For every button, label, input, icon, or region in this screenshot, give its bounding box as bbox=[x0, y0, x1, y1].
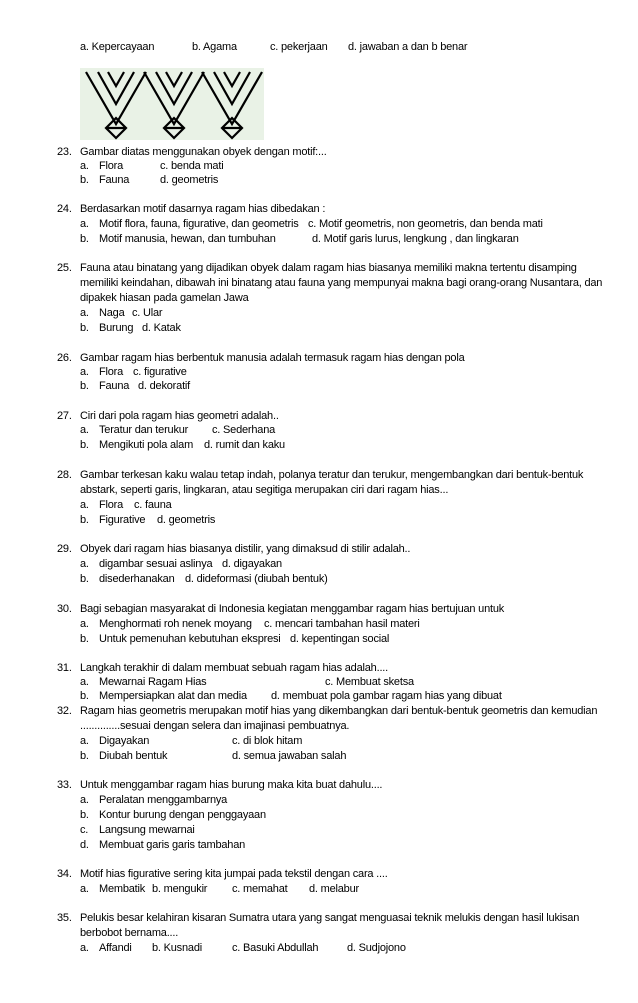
q23-number: 23. bbox=[57, 146, 72, 158]
q32-a-text: Digayakan bbox=[99, 735, 150, 747]
q35-d-text: d. Sudjojono bbox=[347, 942, 406, 954]
q26-a-letter: a. bbox=[80, 366, 89, 378]
q23-a-text: Flora bbox=[99, 160, 124, 172]
q23-a-letter: a. bbox=[80, 160, 89, 172]
q31-number: 31. bbox=[57, 662, 72, 674]
q25-b-letter: b. bbox=[80, 322, 89, 334]
q25-d-text: d. Katak bbox=[142, 322, 181, 334]
q30-a-letter: a. bbox=[80, 618, 89, 630]
q35-number: 35. bbox=[57, 912, 72, 924]
q23-b-letter: b. bbox=[80, 174, 89, 186]
q22-option-a: a. Kepercayaan bbox=[80, 41, 155, 53]
q27-text: Ciri dari pola ragam hias geometri adalah.. bbox=[80, 410, 279, 422]
q24-text: Berdasarkan motif dasarnya ragam hias dibedakan : bbox=[80, 203, 326, 215]
q32-c-text: c. di blok hitam bbox=[232, 735, 303, 747]
q35-a-letter: a. bbox=[80, 942, 89, 954]
q29-number: 29. bbox=[57, 543, 72, 555]
q34-d-text: d. melabur bbox=[309, 883, 359, 895]
q29-b-text: disederhanakan bbox=[99, 573, 175, 585]
q24-c-text: c. Motif geometris, non geometris, dan benda mati bbox=[308, 218, 543, 230]
q26-a-text: Flora bbox=[99, 366, 124, 378]
q22-option-c: c. pekerjaan bbox=[270, 41, 328, 53]
q27-b-text: Mengikuti pola alam bbox=[99, 439, 194, 451]
q23-c-text: c. benda mati bbox=[160, 160, 224, 172]
q32-d-text: d. semua jawaban salah bbox=[232, 750, 347, 762]
q34-a-letter: a. bbox=[80, 883, 89, 895]
q32-number: 32. bbox=[57, 705, 72, 717]
q32-line-1: Ragam hias geometris merupakan motif hias yang dikembangkan dari bentuk-bentuk geometris dan kemudian bbox=[80, 705, 598, 717]
q33-d-letter: d. bbox=[80, 839, 89, 851]
q29-b-letter: b. bbox=[80, 573, 89, 585]
q25-line-3: dipakek hiasan pada gamelan Jawa bbox=[80, 292, 249, 304]
q33-b-text: Kontur burung dengan penggayaan bbox=[99, 809, 266, 821]
q31-c-text: c. Membuat sketsa bbox=[325, 676, 414, 688]
q31-d-text: d. membuat pola gambar ragam hias yang dibuat bbox=[271, 690, 502, 702]
q34-c-text: c. memahat bbox=[232, 883, 288, 895]
q35-b-text: b. Kusnadi bbox=[152, 942, 202, 954]
q26-c-text: c. figurative bbox=[133, 366, 187, 378]
q35-line-2: berbobot bernama.... bbox=[80, 927, 179, 939]
q33-c-text: Langsung mewarnai bbox=[99, 824, 195, 836]
q25-c-text: c. Ular bbox=[132, 307, 163, 319]
q30-b-letter: b. bbox=[80, 633, 89, 645]
q32-line-2: ..............sesuai dengan selera dan imajinasi pembuatnya. bbox=[80, 720, 350, 732]
q26-text: Gambar ragam hias berbentuk manusia adalah termasuk ragam hias dengan pola bbox=[80, 352, 465, 364]
q27-b-letter: b. bbox=[80, 439, 89, 451]
q26-b-text: Fauna bbox=[99, 380, 130, 392]
q25-line-2: memiliki keindahan, dibawah ini binatang atau fauna yang mempunyai makna bagi orang-orang Nusantara, dan bbox=[80, 277, 603, 289]
q29-d-text: d. dideformasi (diubah bentuk) bbox=[185, 573, 328, 585]
q23-d-text: d. geometris bbox=[160, 174, 219, 186]
q25-a-letter: a. bbox=[80, 307, 89, 319]
q29-c-text: d. digayakan bbox=[222, 558, 282, 570]
q30-d-text: d. kepentingan social bbox=[290, 633, 390, 645]
q35-line-1: Pelukis besar kelahiran kisaran Sumatra utara yang sangat menguasai teknik melukis dengan hasil lukisan bbox=[80, 912, 580, 924]
q24-d-text: d. Motif garis lurus, lengkung , dan lingkaran bbox=[312, 233, 519, 245]
q24-a-text: Motif flora, fauna, figurative, dan geometris bbox=[99, 218, 299, 230]
q32-a-letter: a. bbox=[80, 735, 89, 747]
q34-number: 34. bbox=[57, 868, 72, 880]
q30-a-text: Menghormati roh nenek moyang bbox=[99, 618, 252, 630]
q32-b-letter: b. bbox=[80, 750, 89, 762]
q29-a-letter: a. bbox=[80, 558, 89, 570]
q30-b-text: Untuk pemenuhan kebutuhan ekspresi bbox=[99, 633, 281, 645]
q35-c-text: c. Basuki Abdullah bbox=[232, 942, 319, 954]
q33-c-letter: c. bbox=[80, 824, 89, 836]
q35-a-text: Affandi bbox=[99, 942, 132, 954]
q33-a-letter: a. bbox=[80, 794, 89, 806]
triangle-geometric-motif-icon bbox=[80, 68, 264, 140]
q27-d-text: d. rumit dan kaku bbox=[204, 439, 285, 451]
q26-d-text: d. dekoratif bbox=[138, 380, 191, 392]
q33-d-text: Membuat garis garis tambahan bbox=[99, 839, 246, 851]
q31-b-letter: b. bbox=[80, 690, 89, 702]
q24-number: 24. bbox=[57, 203, 72, 215]
q28-a-letter: a. bbox=[80, 499, 89, 511]
q25-number: 25. bbox=[57, 262, 72, 274]
q23-text: Gambar diatas menggunakan obyek dengan motif:... bbox=[80, 146, 327, 158]
q26-b-letter: b. bbox=[80, 380, 89, 392]
q28-line-2: abstark, seperti garis, lingkaran, atau segitiga merupakan ciri dari ragam hias... bbox=[80, 484, 449, 496]
q28-d-text: d. geometris bbox=[157, 514, 216, 526]
q30-number: 30. bbox=[57, 603, 72, 615]
q29-text: Obyek dari ragam hias biasanya distilir, yang dimaksud di stilir adalah.. bbox=[80, 543, 411, 555]
q24-b-text: Motif manusia, hewan, dan tumbuhan bbox=[99, 233, 276, 245]
q32-b-text: Diubah bentuk bbox=[99, 750, 168, 762]
q27-number: 27. bbox=[57, 410, 72, 422]
q33-number: 33. bbox=[57, 779, 72, 791]
q30-c-text: c. mencari tambahan hasil materi bbox=[264, 618, 420, 630]
q25-line-1: Fauna atau binatang yang dijadikan obyek dalam ragam hias biasanya memiliki makna tertentu disamping bbox=[80, 262, 577, 274]
q28-a-text: Flora bbox=[99, 499, 124, 511]
q25-a-text: Naga bbox=[99, 307, 125, 319]
q25-b-text: Burung bbox=[99, 322, 134, 334]
q27-c-text: c. Sederhana bbox=[212, 424, 276, 436]
q23-b-text: Fauna bbox=[99, 174, 130, 186]
q28-b-letter: b. bbox=[80, 514, 89, 526]
q22-option-d: d. jawaban a dan b benar bbox=[348, 41, 468, 53]
q34-a-text: Membatik bbox=[99, 883, 146, 895]
q34-b-text: b. mengukir bbox=[152, 883, 208, 895]
q28-line-1: Gambar terkesan kaku walau tetap indah, polanya teratur dan terukur, mengembangkan dari bentuk-bentuk bbox=[80, 469, 584, 481]
q22-option-b: b. Agama bbox=[192, 41, 237, 53]
q31-a-text: Mewarnai Ragam Hias bbox=[99, 676, 207, 688]
q34-text: Motif hias figurative sering kita jumpai pada tekstil dengan cara .... bbox=[80, 868, 388, 880]
q33-a-text: Peralatan menggambarnya bbox=[99, 794, 228, 806]
q30-text: Bagi sebagian masyarakat di Indonesia kegiatan menggambar ragam hias bertujuan untuk bbox=[80, 603, 505, 615]
q31-a-letter: a. bbox=[80, 676, 89, 688]
q28-number: 28. bbox=[57, 469, 72, 481]
q24-b-letter: b. bbox=[80, 233, 89, 245]
q33-text: Untuk menggambar ragam hias burung maka kita buat dahulu.... bbox=[80, 779, 383, 791]
q27-a-letter: a. bbox=[80, 424, 89, 436]
q29-a-text: digambar sesuai aslinya bbox=[99, 558, 213, 570]
q27-a-text: Teratur dan terukur bbox=[99, 424, 189, 436]
q26-number: 26. bbox=[57, 352, 72, 364]
q28-c-text: c. fauna bbox=[134, 499, 172, 511]
q24-a-letter: a. bbox=[80, 218, 89, 230]
q31-text: Langkah terakhir di dalam membuat sebuah ragam hias adalah.... bbox=[80, 662, 389, 674]
q28-b-text: Figurative bbox=[99, 514, 146, 526]
q31-b-text: Mempersiapkan alat dan media bbox=[99, 690, 247, 702]
q33-b-letter: b. bbox=[80, 809, 89, 821]
